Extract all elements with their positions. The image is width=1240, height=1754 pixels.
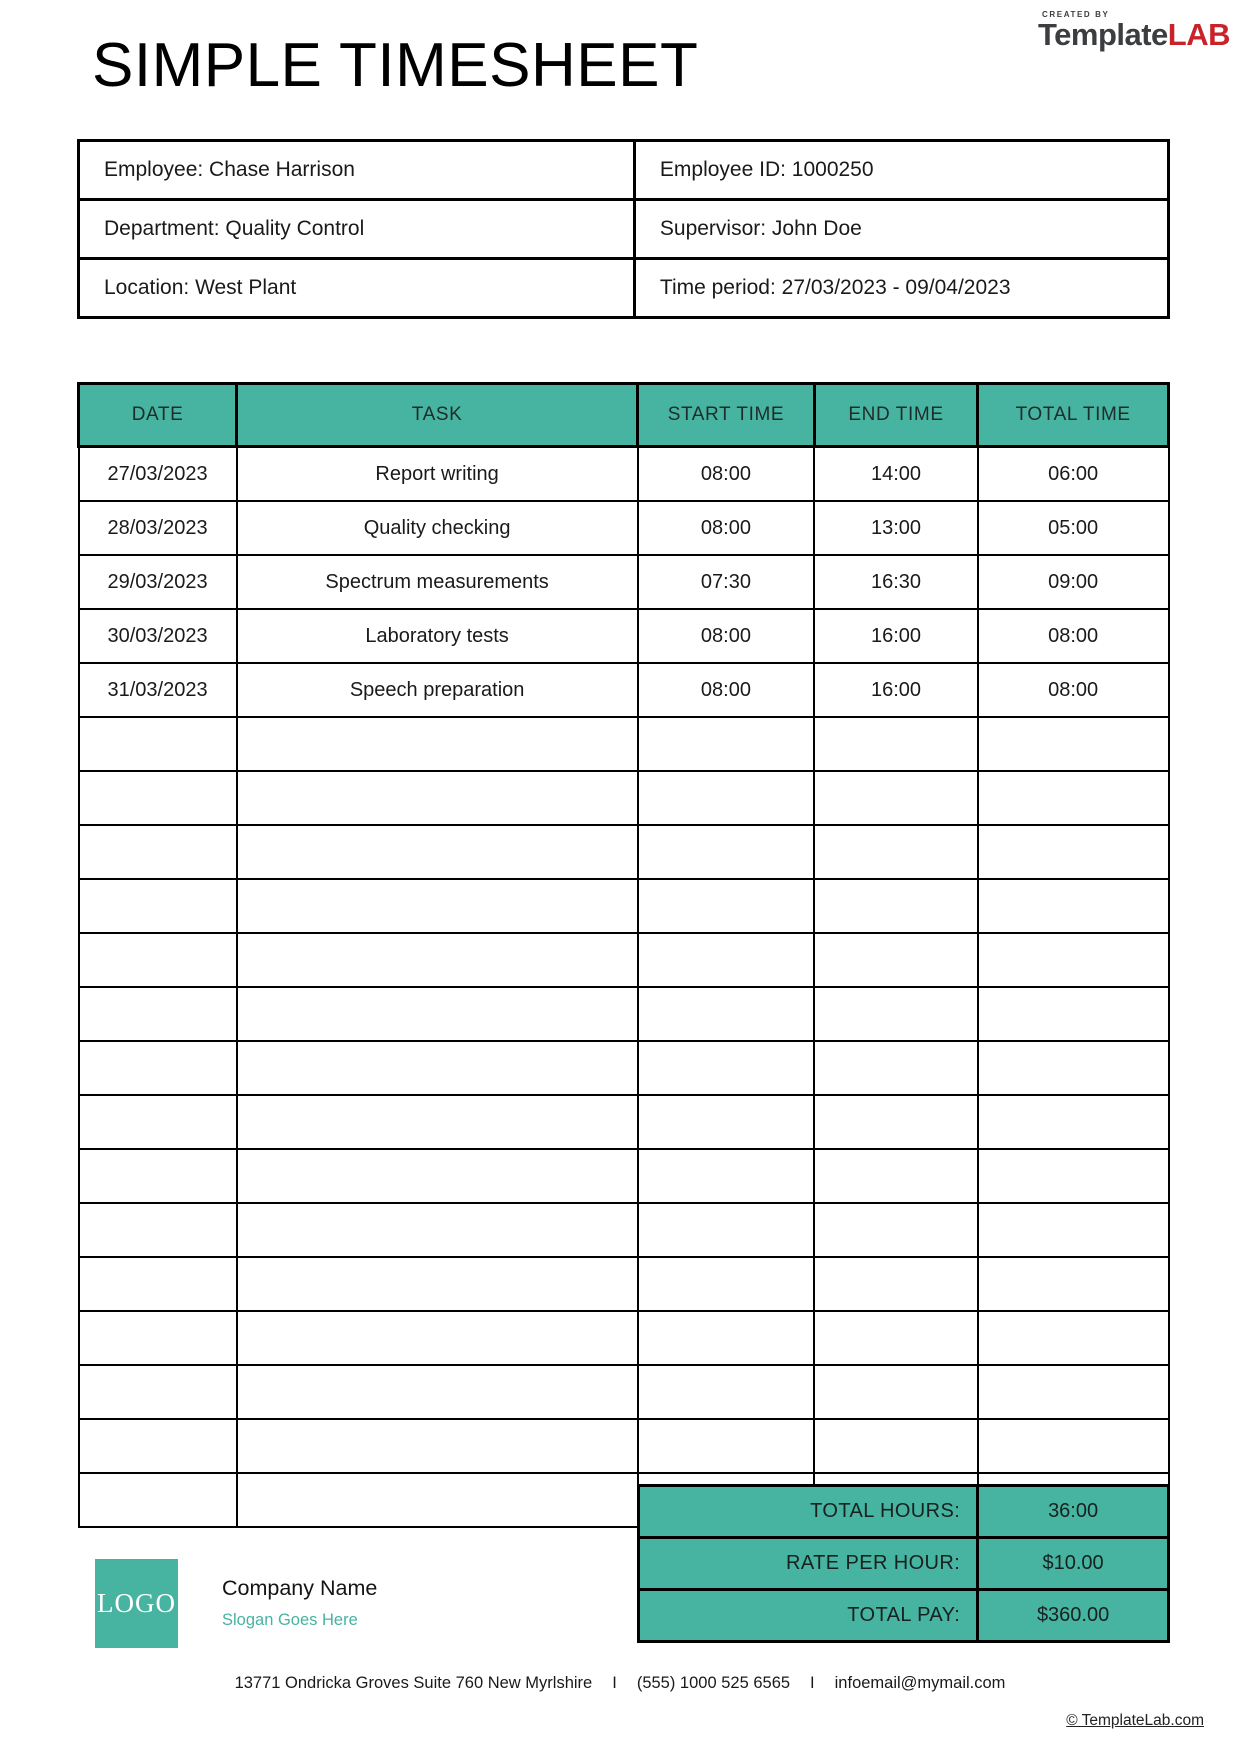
totals-row xyxy=(639,1590,1169,1642)
task-cell xyxy=(237,879,638,933)
task-cell xyxy=(237,1041,638,1095)
info-row xyxy=(79,141,1169,200)
start-time-cell: 08:00 xyxy=(638,663,815,717)
timesheet-row xyxy=(79,1041,1169,1095)
info-cell-department: Department: Quality Control xyxy=(79,200,635,259)
total-time-cell xyxy=(978,1311,1169,1365)
timesheet-row xyxy=(79,825,1169,879)
totals-row xyxy=(639,1486,1169,1538)
task-cell: Spectrum measurements xyxy=(237,555,638,609)
total-time-cell xyxy=(978,1365,1169,1419)
date-cell xyxy=(79,879,237,933)
info-cell-location: Location: West Plant xyxy=(79,259,635,318)
task-cell xyxy=(237,1473,638,1527)
task-cell xyxy=(237,1419,638,1473)
timesheet-row xyxy=(79,501,1169,555)
timesheet-row xyxy=(79,717,1169,771)
date-cell xyxy=(79,1203,237,1257)
timesheet-row xyxy=(79,1419,1169,1473)
end-time-cell: 13:00 xyxy=(814,501,978,555)
column-header-task: TASK xyxy=(237,384,638,447)
task-cell xyxy=(237,717,638,771)
task-cell: Quality checking xyxy=(237,501,638,555)
timesheet-row xyxy=(79,879,1169,933)
date-cell xyxy=(79,1149,237,1203)
date-cell xyxy=(79,933,237,987)
task-cell xyxy=(237,771,638,825)
column-header-date: DATE xyxy=(79,384,237,447)
footer-separator: I xyxy=(810,1674,815,1692)
start-time-cell: 08:00 xyxy=(638,447,815,502)
end-time-cell xyxy=(814,1203,978,1257)
date-cell xyxy=(79,1365,237,1419)
timesheet-row xyxy=(79,555,1169,609)
end-time-cell xyxy=(814,1095,978,1149)
total-time-cell: 09:00 xyxy=(978,555,1169,609)
start-time-cell xyxy=(638,1041,815,1095)
total-time-cell xyxy=(978,987,1169,1041)
end-time-cell xyxy=(814,933,978,987)
info-cell-supervisor: Supervisor: John Doe xyxy=(634,200,1168,259)
info-cell-time-period: Time period: 27/03/2023 - 09/04/2023 xyxy=(634,259,1168,318)
task-cell xyxy=(237,1149,638,1203)
start-time-cell xyxy=(638,1149,815,1203)
timesheet-row xyxy=(79,771,1169,825)
footer-contact-line xyxy=(0,1674,1240,1693)
task-cell: Report writing xyxy=(237,447,638,502)
total-time-cell xyxy=(978,825,1169,879)
company-slogan: Slogan Goes Here xyxy=(222,1611,358,1629)
task-cell xyxy=(237,933,638,987)
start-time-cell xyxy=(638,1257,815,1311)
task-cell xyxy=(237,825,638,879)
start-time-cell: 07:30 xyxy=(638,555,815,609)
total-time-cell xyxy=(978,1257,1169,1311)
footer-email: infoemail@mymail.com xyxy=(834,1674,1006,1692)
total-time-cell: 08:00 xyxy=(978,663,1169,717)
totals-label: RATE PER HOUR: xyxy=(639,1538,978,1590)
total-time-cell: 06:00 xyxy=(978,447,1169,502)
timesheet-row xyxy=(79,1257,1169,1311)
total-time-cell xyxy=(978,1149,1169,1203)
end-time-cell xyxy=(814,879,978,933)
footer-address: 13771 Ondricka Groves Suite 760 New Myrlshire xyxy=(234,1674,593,1692)
date-cell xyxy=(79,771,237,825)
end-time-cell xyxy=(814,1041,978,1095)
timesheet-body xyxy=(79,447,1169,1528)
total-time-cell xyxy=(978,1041,1169,1095)
totals-body xyxy=(639,1486,1169,1642)
end-time-cell xyxy=(814,987,978,1041)
footer-separator: I xyxy=(612,1674,617,1692)
column-header-total-time: TOTAL TIME xyxy=(978,384,1169,447)
templatelab-wordmark xyxy=(1038,19,1230,52)
templatelab-logo xyxy=(1038,10,1230,52)
date-cell xyxy=(79,1473,237,1527)
start-time-cell: 08:00 xyxy=(638,609,815,663)
total-time-cell: 08:00 xyxy=(978,609,1169,663)
total-time-cell xyxy=(978,933,1169,987)
info-row xyxy=(79,200,1169,259)
task-cell: Laboratory tests xyxy=(237,609,638,663)
timesheet-row xyxy=(79,987,1169,1041)
info-cell-employee: Employee: Chase Harrison xyxy=(79,141,635,200)
task-cell xyxy=(237,1095,638,1149)
total-time-cell: 05:00 xyxy=(978,501,1169,555)
start-time-cell xyxy=(638,987,815,1041)
start-time-cell xyxy=(638,825,815,879)
timesheet-row xyxy=(79,1149,1169,1203)
end-time-cell xyxy=(814,771,978,825)
total-time-cell xyxy=(978,879,1169,933)
timesheet-header-row xyxy=(79,384,1169,447)
start-time-cell xyxy=(638,879,815,933)
totals-label: TOTAL HOURS: xyxy=(639,1486,978,1538)
end-time-cell: 14:00 xyxy=(814,447,978,502)
created-by-label: CREATED BY xyxy=(1042,10,1110,19)
total-time-cell xyxy=(978,771,1169,825)
company-logo-text: LOGO xyxy=(97,1588,176,1618)
date-cell xyxy=(79,825,237,879)
wordmark-lab: LAB xyxy=(1167,17,1231,52)
end-time-cell xyxy=(814,717,978,771)
total-time-cell xyxy=(978,717,1169,771)
timesheet-row xyxy=(79,1365,1169,1419)
start-time-cell xyxy=(638,1365,815,1419)
totals-value: $360.00 xyxy=(978,1590,1169,1642)
date-cell: 28/03/2023 xyxy=(79,501,237,555)
end-time-cell xyxy=(814,1365,978,1419)
page-title: SIMPLE TIMESHEET xyxy=(92,31,699,100)
end-time-cell: 16:00 xyxy=(814,609,978,663)
task-cell: Speech preparation xyxy=(237,663,638,717)
company-name: Company Name xyxy=(222,1576,378,1600)
timesheet-row xyxy=(79,1311,1169,1365)
timesheet-row xyxy=(79,1095,1169,1149)
date-cell xyxy=(79,1041,237,1095)
task-cell xyxy=(237,1203,638,1257)
start-time-cell xyxy=(638,1311,815,1365)
timesheet-row xyxy=(79,609,1169,663)
timesheet-row xyxy=(79,1203,1169,1257)
end-time-cell xyxy=(814,1257,978,1311)
totals-value: $10.00 xyxy=(978,1538,1169,1590)
start-time-cell xyxy=(638,1419,815,1473)
column-header-start-time: START TIME xyxy=(638,384,815,447)
date-cell xyxy=(79,717,237,771)
info-cell-employee-id: Employee ID: 1000250 xyxy=(634,141,1168,200)
column-header-end-time: END TIME xyxy=(814,384,978,447)
date-cell xyxy=(79,1311,237,1365)
employee-info-table xyxy=(77,139,1170,319)
end-time-cell: 16:00 xyxy=(814,663,978,717)
total-time-cell xyxy=(978,1419,1169,1473)
date-cell xyxy=(79,987,237,1041)
total-time-cell xyxy=(978,1095,1169,1149)
date-cell: 30/03/2023 xyxy=(79,609,237,663)
date-cell xyxy=(79,1095,237,1149)
totals-row xyxy=(639,1538,1169,1590)
company-logo xyxy=(95,1559,178,1648)
date-cell: 29/03/2023 xyxy=(79,555,237,609)
start-time-cell: 08:00 xyxy=(638,501,815,555)
timesheet-row xyxy=(79,663,1169,717)
task-cell xyxy=(237,1257,638,1311)
start-time-cell xyxy=(638,1095,815,1149)
end-time-cell xyxy=(814,1419,978,1473)
start-time-cell xyxy=(638,933,815,987)
timesheet-row xyxy=(79,933,1169,987)
total-time-cell xyxy=(978,1203,1169,1257)
totals-value: 36:00 xyxy=(978,1486,1169,1538)
date-cell: 31/03/2023 xyxy=(79,663,237,717)
start-time-cell xyxy=(638,1203,815,1257)
start-time-cell xyxy=(638,771,815,825)
wordmark-template: Template xyxy=(1038,17,1168,52)
task-cell xyxy=(237,1365,638,1419)
totals-label: TOTAL PAY: xyxy=(639,1590,978,1642)
date-cell xyxy=(79,1257,237,1311)
info-row xyxy=(79,259,1169,318)
date-cell: 27/03/2023 xyxy=(79,447,237,502)
start-time-cell xyxy=(638,717,815,771)
timesheet-row xyxy=(79,447,1169,502)
end-time-cell xyxy=(814,825,978,879)
date-cell xyxy=(79,1419,237,1473)
task-cell xyxy=(237,1311,638,1365)
timesheet-table xyxy=(77,382,1170,1528)
end-time-cell xyxy=(814,1149,978,1203)
end-time-cell: 16:30 xyxy=(814,555,978,609)
footer-phone: (555) 1000 525 6565 xyxy=(636,1674,791,1692)
totals-table xyxy=(637,1484,1170,1643)
end-time-cell xyxy=(814,1311,978,1365)
task-cell xyxy=(237,987,638,1041)
templatelab-copyright-link[interactable]: © TemplateLab.com xyxy=(1066,1712,1204,1729)
